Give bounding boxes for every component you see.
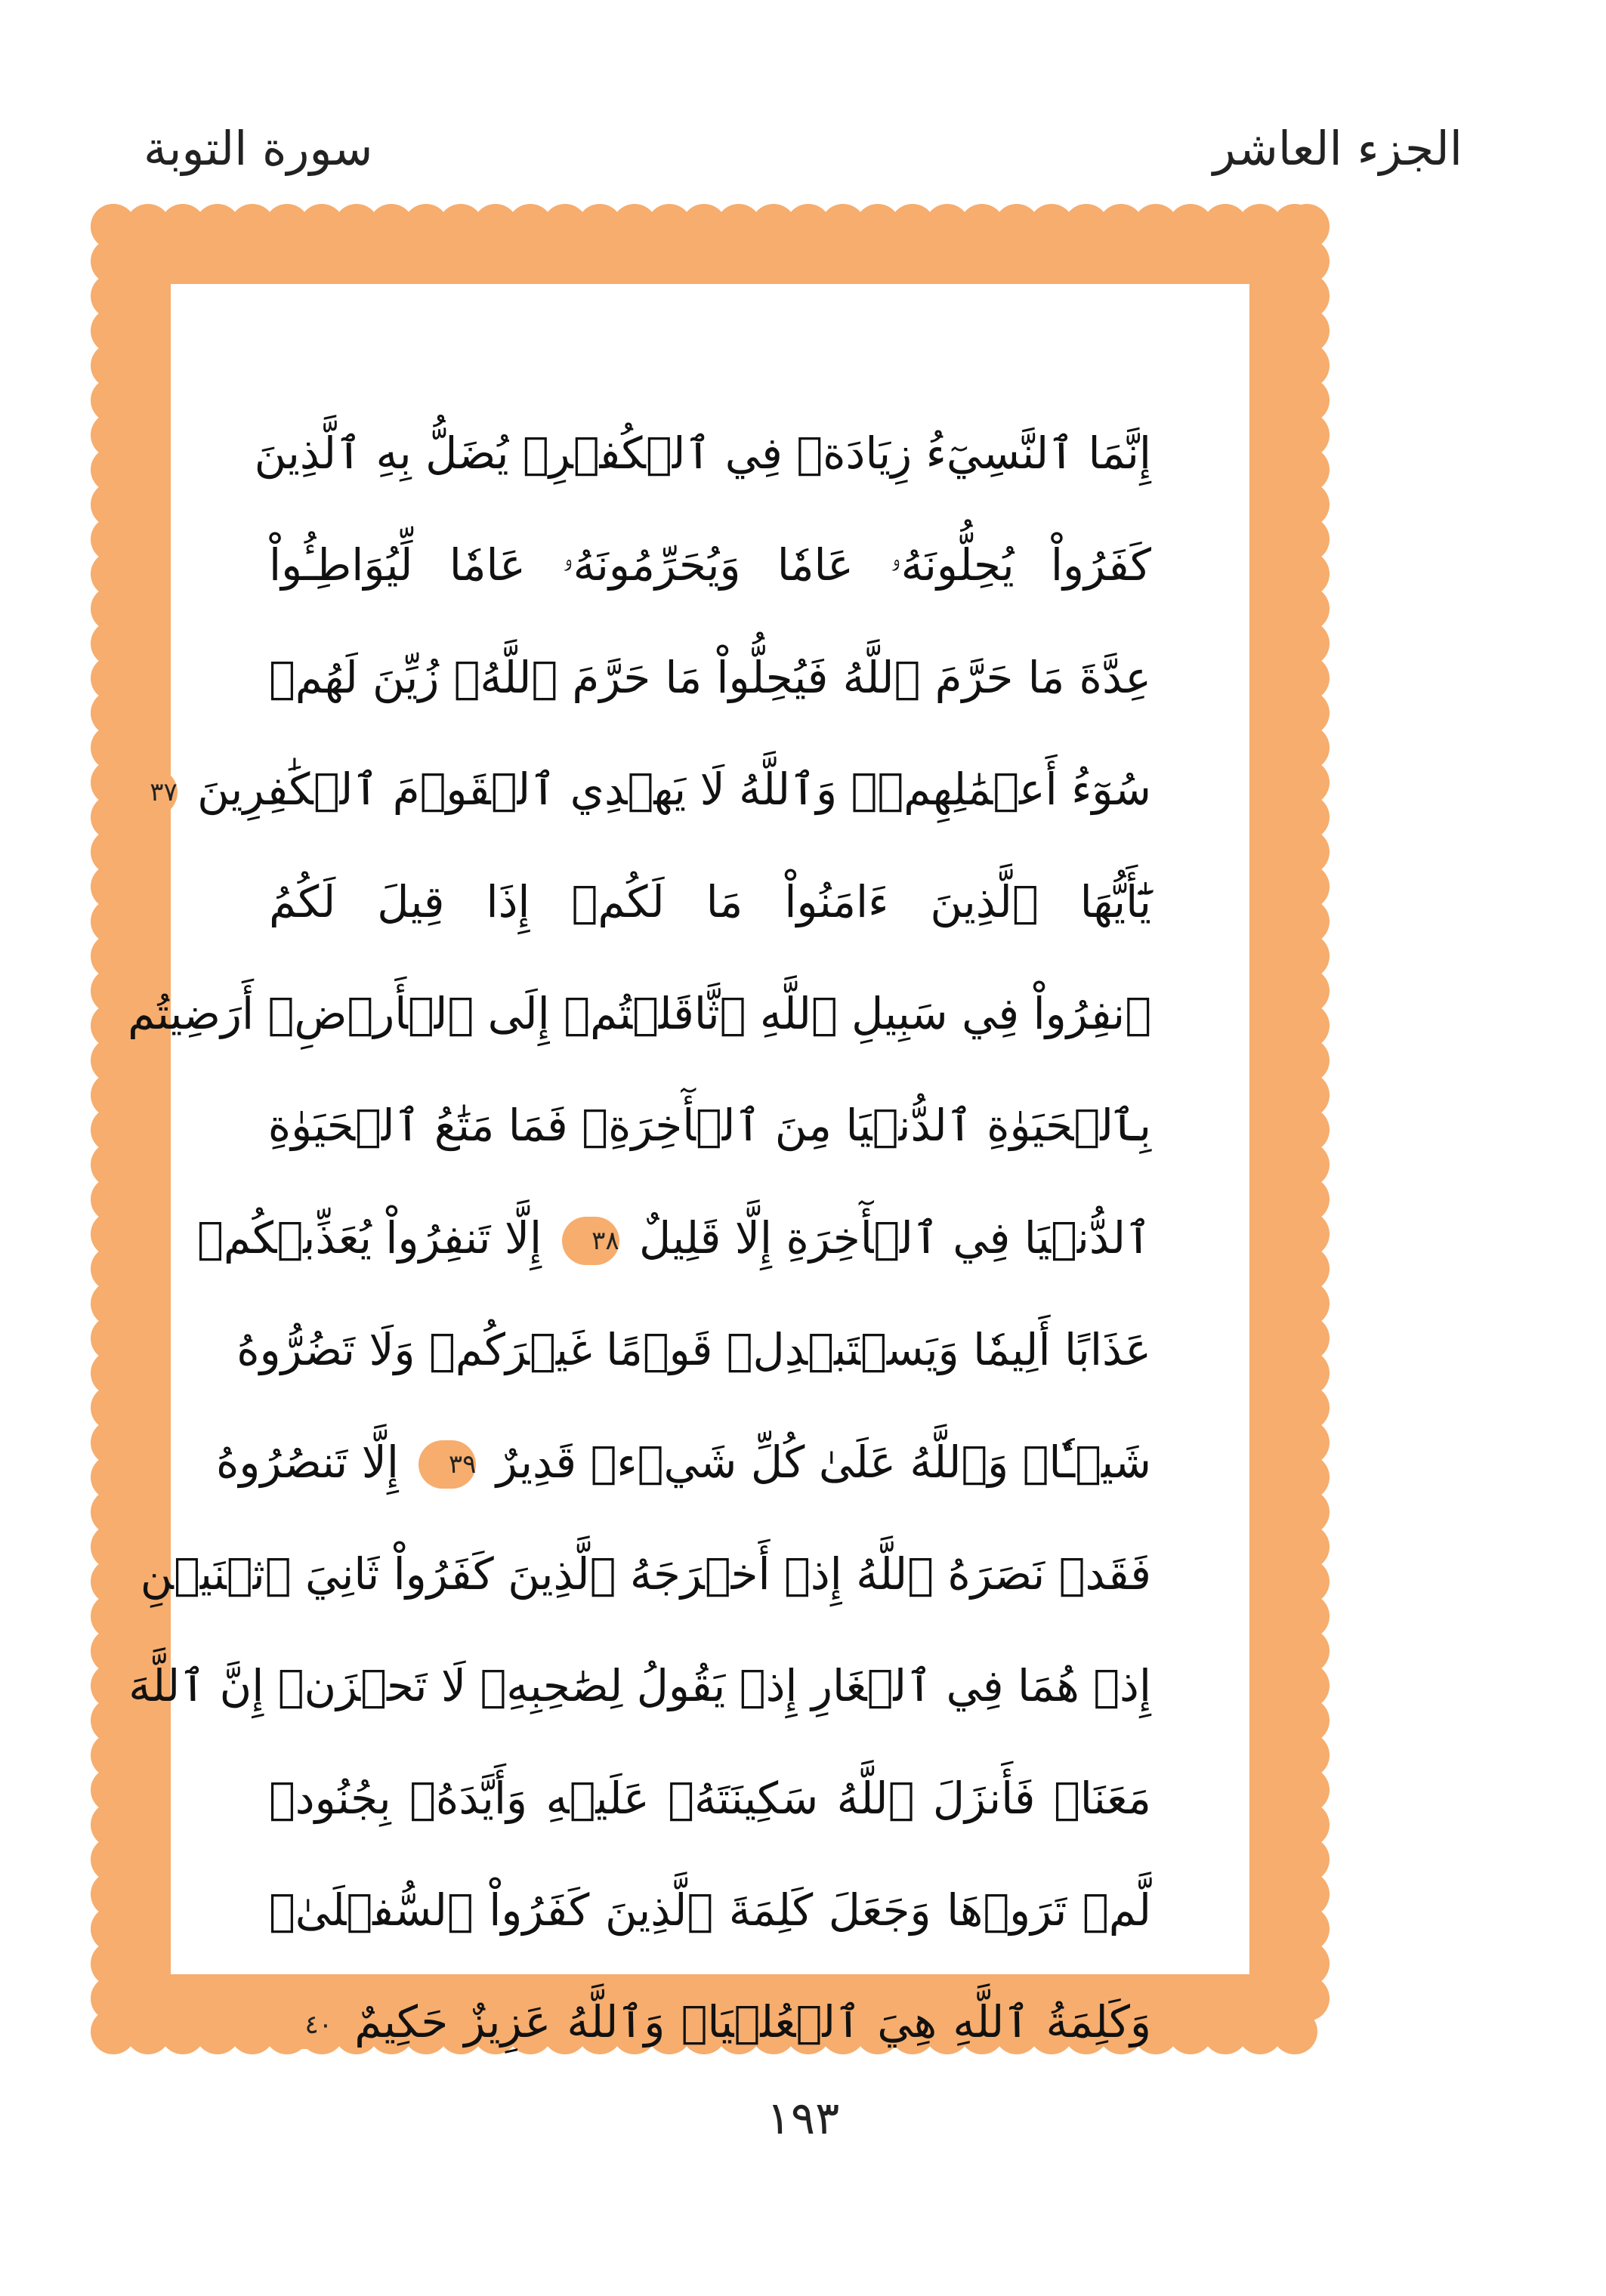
verse-text: وَكَلِمَةُ ٱللَّهِ هِيَ ٱلۡعُلۡيَاۗ وَٱللَّهُ عَزِيزٌ حَكِيمٌ xyxy=(354,1996,1151,2048)
verse-text: عِدَّةَ مَا حَرَّمَ ٱللَّهُ فَيُحِلُّواْ مَا حَرَّمَ ٱللَّهُۚ زُيِّنَ لَهُمۡ xyxy=(269,651,1151,703)
page-number: ١٩٣ xyxy=(766,2092,840,2145)
verse-text: ٱنفِرُواْ فِي سَبِيلِ ٱللَّهِ ٱثَّاقَلۡتُمۡ إِلَى ٱلۡأَرۡضِۚ أَرَضِيتُم xyxy=(128,987,1151,1039)
verse-text: شَيۡـٔٗاۗ وَٱللَّهُ عَلَىٰ كُلِّ شَيۡءٖ قَدِيرٌ xyxy=(496,1436,1151,1488)
verse-line xyxy=(197,1182,1151,1294)
verse-line xyxy=(254,397,1151,509)
verse-line xyxy=(269,622,1151,733)
verse-text: ٱلدُّنۡيَا فِي ٱلۡأٓخِرَةِ إِلَّا قَلِيلٌ xyxy=(639,1211,1151,1264)
verse-line xyxy=(150,733,1151,845)
surah-title: سورة التوبة xyxy=(144,121,373,176)
verse-line xyxy=(269,1742,1151,1854)
verse-line xyxy=(269,846,1151,958)
verse-line xyxy=(128,958,1151,1069)
verse-line xyxy=(269,1069,1151,1181)
decorative-frame xyxy=(91,204,1330,2054)
verse-line xyxy=(269,509,1151,621)
verse-line xyxy=(215,1406,1151,1518)
verse-text: إِذۡ هُمَا فِي ٱلۡغَارِ إِذۡ يَقُولُ لِصَٰحِبِهِۦ لَا تَحۡزَنۡ إِنَّ ٱللَّهَ xyxy=(128,1660,1151,1712)
verse-text: لَّمۡ تَرَوۡهَا وَجَعَلَ كَلِمَةَ ٱلَّذِينَ كَفَرُواْ ٱلسُّفۡلَىٰۗ xyxy=(269,1884,1151,1936)
verse-line xyxy=(269,1854,1151,1966)
ayah-number-marker: ٣٩ xyxy=(418,1440,476,1489)
verse-text: إِنَّمَا ٱلنَّسِيٓءُ زِيَادَةٞ فِي ٱلۡكُفۡرِۖ يُضَلُّ بِهِ ٱلَّذِينَ xyxy=(254,427,1151,479)
verse-text: عَذَابًا أَلِيمٗا وَيَسۡتَبۡدِلۡ قَوۡمًا غَيۡرَكُمۡ وَلَا تَضُرُّوهُ xyxy=(236,1324,1151,1376)
verse-line xyxy=(269,1966,1151,2078)
ayah-number-marker: ٣٨ xyxy=(562,1217,619,1265)
text-panel xyxy=(128,284,1249,2048)
verse-text: يَٰٓأَيُّهَا ٱلَّذِينَ ءَامَنُواْ مَا لَكُمۡ إِذَا قِيلَ لَكُمُ xyxy=(269,875,1151,927)
verse-text: بِٱلۡحَيَوٰةِ ٱلدُّنۡيَا مِنَ ٱلۡأٓخِرَةِۚ فَمَا مَتَٰعُ ٱلۡحَيَوٰةِ xyxy=(267,1100,1151,1152)
verse-text: سُوٓءُ أَعۡمَٰلِهِمۡۗ وَٱللَّهُ لَا يَهۡدِي ٱلۡقَوۡمَ ٱلۡكَٰفِرِينَ xyxy=(197,764,1151,816)
verse-line xyxy=(140,1518,1151,1630)
verse-text: إِلَّا تَنصُرُوهُ xyxy=(215,1436,399,1488)
juz-title: الجزء العاشر xyxy=(1212,121,1462,176)
ayah-number-marker: ٣٧ xyxy=(120,768,178,816)
verse-line xyxy=(128,1630,1151,1742)
verse-line xyxy=(236,1294,1151,1406)
ayah-number-marker: ٤٠ xyxy=(275,2001,332,2049)
verse-lines xyxy=(128,397,1151,2048)
page-header xyxy=(113,113,1493,196)
verse-text: كَفَرُواْ يُحِلُّونَهُۥ عَامٗا وَيُحَرِّمُونَهُۥ عَامٗا لِّيُوَاطِـُٔواْ xyxy=(269,539,1151,591)
verse-text: إِلَّا تَنفِرُواْ يُعَذِّبۡكُمۡ xyxy=(197,1211,542,1264)
verse-text: مَعَنَاۖ فَأَنزَلَ ٱللَّهُ سَكِينَتَهُۥ عَلَيۡهِ وَأَيَّدَهُۥ بِجُنُودٖ xyxy=(269,1772,1151,1824)
verse-text: فَقَدۡ نَصَرَهُ ٱللَّهُ إِذۡ أَخۡرَجَهُ ٱلَّذِينَ كَفَرُواْ ثَانِيَ ٱثۡنَيۡنِ xyxy=(140,1548,1151,1600)
